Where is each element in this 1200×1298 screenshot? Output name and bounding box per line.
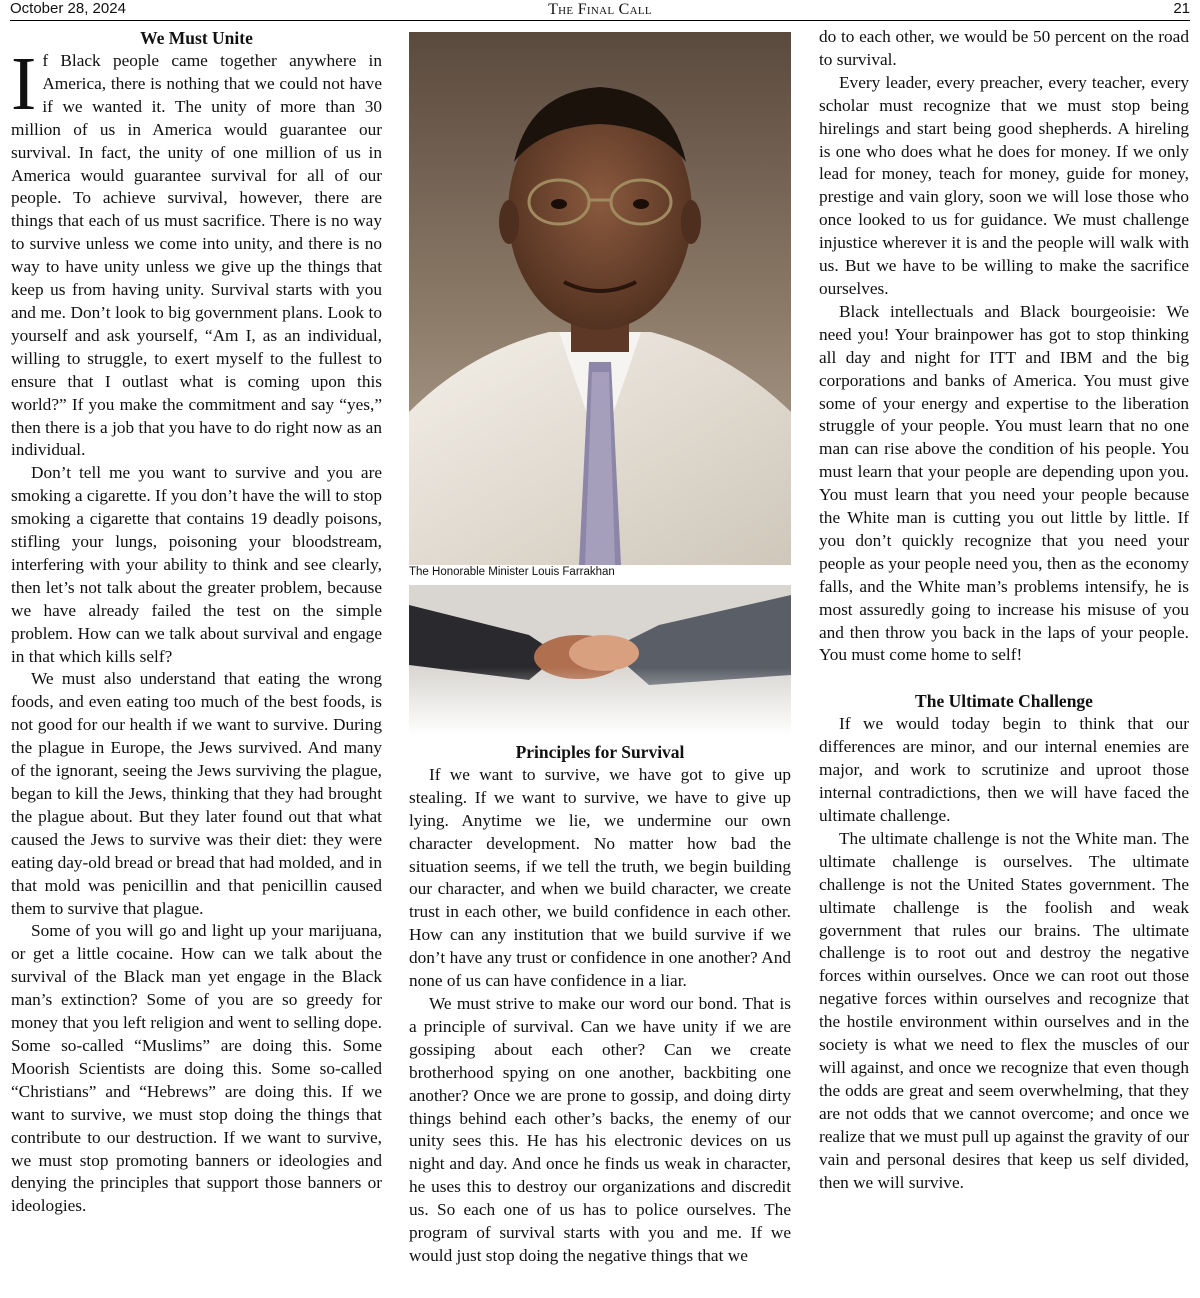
paragraph: If we would today begin to think that our differences are minor, and our internal enemies are major, and work to scrutinize and uproot those internal contradictions, then we will have faced the ultimate challenge. xyxy=(819,714,1189,825)
paragraph: Every leader, every preacher, every teacher, every scholar must recognize that we must stop being hirelings and start being good shepherds. A hireling is one who does what he does for money. If we only lead for money, teach for money, guide for money, prestige and vain glory, soon we will lose those who once looked to us for guidance. We must challenge injustice wherever it is and the people will walk with us. But we have to be willing to make the sacrifice ourselves. xyxy=(819,72,1189,298)
paragraph: Black intellectuals and Black bourgeoisie: We need you! Your brainpower has got to stop thinking all day and night for ITT and IBM and the big corporations and banks of America. You must give some of your energy and expertise to the liberation struggle of your people. You must learn that no one man can rise above the condition of his people. You must learn that your people are depending upon you. You must learn that you need your people because the White man is cutting you out little by little. If you don’t quickly recognize that you need your people as your people need you, then as the economy falls, and the White man’s problems intensify, he is most assuredly going to increase his misuse of you and then throw you back in the laps of your people. You must come home to self! xyxy=(819,301,1189,665)
section-heading: Principles for Survival xyxy=(515,742,685,762)
spacer xyxy=(819,667,1189,689)
paragraph: Don’t tell me you want to survive and you are smoking a cigarette. If you don’t have the will to stop smoking a cigarette that contains 19 deadly poisons, stifling your lungs, poisoning your bloodstream, interfering with your ability to think and see clearly, then let’s not talk about the greater problem, because we have already failed the test on the simple problem. How can we talk about survival and engage in that which kills self? xyxy=(11,463,382,666)
issue-date: October 28, 2024 xyxy=(10,0,126,17)
paragraph: We must strive to make our word our bond. That is a principle of survival. Can we have unity if we are gossiping about each other? Can we create brotherhood spying on one another, backbiting one another? Once we are prone to gossip, and doing dirty things behind each other’s backs, the enemy of our unity sees this. He has his electronic devices on us night and day. And once he finds us weak in character, he uses this to destroy our organizations and discredit us. So each one of us has to police ourselves. The program of survival starts with you and me. If we would just stop doing the negative things that we xyxy=(409,993,791,1265)
column-3 xyxy=(819,26,1189,1194)
section-heading: The Ultimate Challenge xyxy=(915,691,1093,712)
paragraph: If we want to survive, we have got to give up stealing. If we want to survive, we have to give up lying. Anytime we lie, we undermine our own character development. No matter how bad the situation seems, if we tell the truth, we begin building our character, and when we build character, we create trust in each other, we build confidence in each other. How can any institution that we build survive if we don’t have any trust or confidence in one another? And none of us can have confidence in a liar. xyxy=(409,764,791,991)
portrait-photo xyxy=(409,32,791,565)
page-header xyxy=(10,0,1190,21)
drop-cap: I xyxy=(11,42,37,126)
page-number: 21 xyxy=(1173,0,1190,17)
newspaper-name: The Final Call xyxy=(548,1,652,18)
paragraph: do to each other, we would be 50 percent on the road to survival. xyxy=(819,27,1189,69)
column-1 xyxy=(11,26,382,1218)
paragraph: We must also understand that eating the wrong foods, and even eating too much of the best foods, is not good for our health if we want to survive. During the plague in Europe, the Jews survived. And many of the ignorant, seeing the Jews surviving the plague, began to kill the Jews, thinking that they had brought the plague about. But they later found out that what caused the Jews to survive was their diet: they were eating day-old bread or bread that had molded, and in that mold was penicillin and that penicillin caused them to survive that plague. xyxy=(11,669,382,918)
paragraph: If Black people came together anywhere in America, there is nothing that we could not have if we wanted it. The unity of more than 30 million of us in America would guarantee our survival. In fact, the unity of one million of us in America would guarantee survival for all of our people. To achieve survival, however, there are things that each of us must sacrifice. There is no way to survive unless we come into unity, and there is no way to have unity unless we give up the things that keep us from having unity. Survival starts with you and me. Don’t look to big government plans. Look to yourself and ask yourself, “Am I, as an individual, willing to struggle, to exert myself to the fullest to ensure that I outlast what is coming upon this world?” If you make the commitment and say “yes,” then there is a job that you have to do right now as an individual. xyxy=(11,42,382,460)
photo-caption: The Honorable Minister Louis Farrakhan xyxy=(409,566,615,578)
paragraph: Some of you will go and light up your marijuana, or get a little cocaine. How can we talk about the survival of the Black man yet engage in the Black man’s extinction? Some of you are so greedy for money that you left religion and went to selling dope. Some so-called “Muslims” are doing this. Some Moorish Scientists are doing this. Some so-called “Christians” and “Hebrews” are doing this. If we want to survive, we must stop doing the things that contribute to our destruction. If we want to survive, we must stop promoting banners or ideologies and denying the principles that support those banners or ideologies. xyxy=(11,921,382,1216)
article-headline: We Must Unite xyxy=(140,28,253,48)
paragraph: The ultimate challenge is not the White man. The ultimate challenge is ourselves. The ultimate challenge is not the United States government. The ultimate challenge is the foolish and weak government that rules our brains. The ultimate challenge is to root out and destroy the negative forces within ourselves. Once we can root out those negative forces within ourselves and recognize that the hostile environment within ourselves and in the society is what we need to flex the muscles of our will against, and once we recognize that even though the odds are great and seem overwhelming, that they are not odds that we cannot overcome; and once we realize that we must pull up against the gravity of our vain and personal desires that keep us self divided, then we will survive. xyxy=(819,828,1189,1192)
handshake-image xyxy=(409,585,791,735)
column-2 xyxy=(409,741,791,1268)
